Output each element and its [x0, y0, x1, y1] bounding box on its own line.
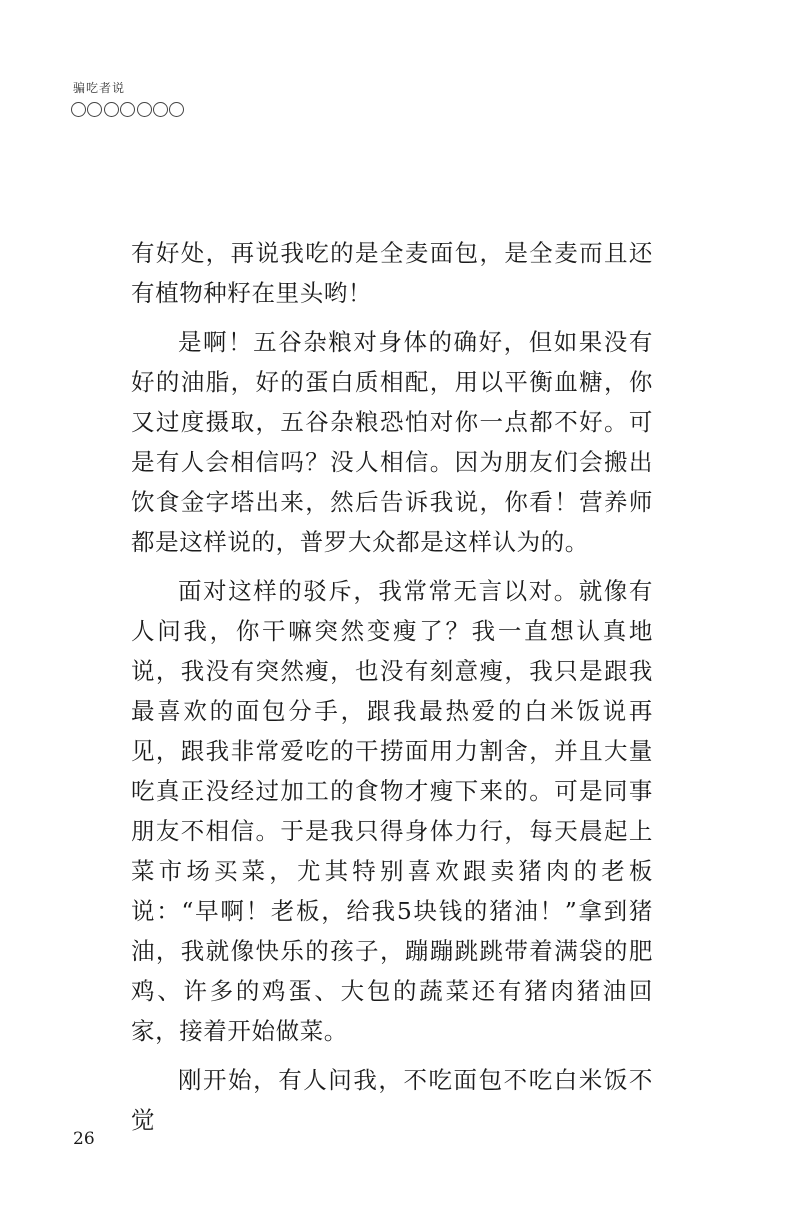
- decorative-circle-row: [71, 102, 186, 117]
- body-text: [131, 233, 653, 1149]
- circle-ornament-icon: [71, 102, 86, 117]
- circle-ornament-icon: [120, 102, 135, 117]
- circle-ornament-icon: [153, 102, 168, 117]
- paragraph: 是啊！五谷杂粮对身体的确好，但如果没有好的油脂，好的蛋白质相配，用以平衡血糖，你又过度摄取，五谷杂粮恐怕对你一点都不好。可是有人会相信吗？没人相信。因为朋友们会搬出饮食金字塔出来，然后告诉我说，你看！营养师都是这样说的，普罗大众都是这样认为的。: [131, 328, 653, 556]
- paragraph-continued: 有好处，再说我吃的是全麦面包，是全麦而且还有植物种籽在里头哟！: [131, 239, 653, 307]
- paragraph: 刚开始，有人问我，不吃面包不吃白米饭不觉: [131, 1066, 653, 1134]
- circle-ornament-icon: [87, 102, 102, 117]
- circle-ornament-icon: [169, 102, 184, 117]
- circle-ornament-icon: [137, 102, 152, 117]
- page-number: 26: [73, 1129, 95, 1149]
- running-head-title: 骗吃者说: [73, 81, 126, 95]
- circle-ornament-icon: [104, 102, 119, 117]
- paragraph: 面对这样的驳斥，我常常无言以对。就像有人问我，你干嘛突然变瘦了？我一直想认真地说，我没有突然瘦，也没有刻意瘦，我只是跟我最喜欢的面包分手，跟我最热爱的白米饭说再见，跟我非常爱吃的干捞面用力割舍，并且大量吃真正没经过加工的食物才瘦下来的。可是同事朋友不相信。于是我只得身体力行，每天晨起上菜市场买菜，尤其特别喜欢跟卖猪肉的老板说：“早啊！老板，给我5块钱的猪油！”拿到猪油，我就像快乐的孩子，蹦蹦跳跳带着满袋的肥鸡、许多的鸡蛋、大包的蔬菜还有猪肉猪油回家，接着开始做菜。: [131, 577, 653, 1045]
